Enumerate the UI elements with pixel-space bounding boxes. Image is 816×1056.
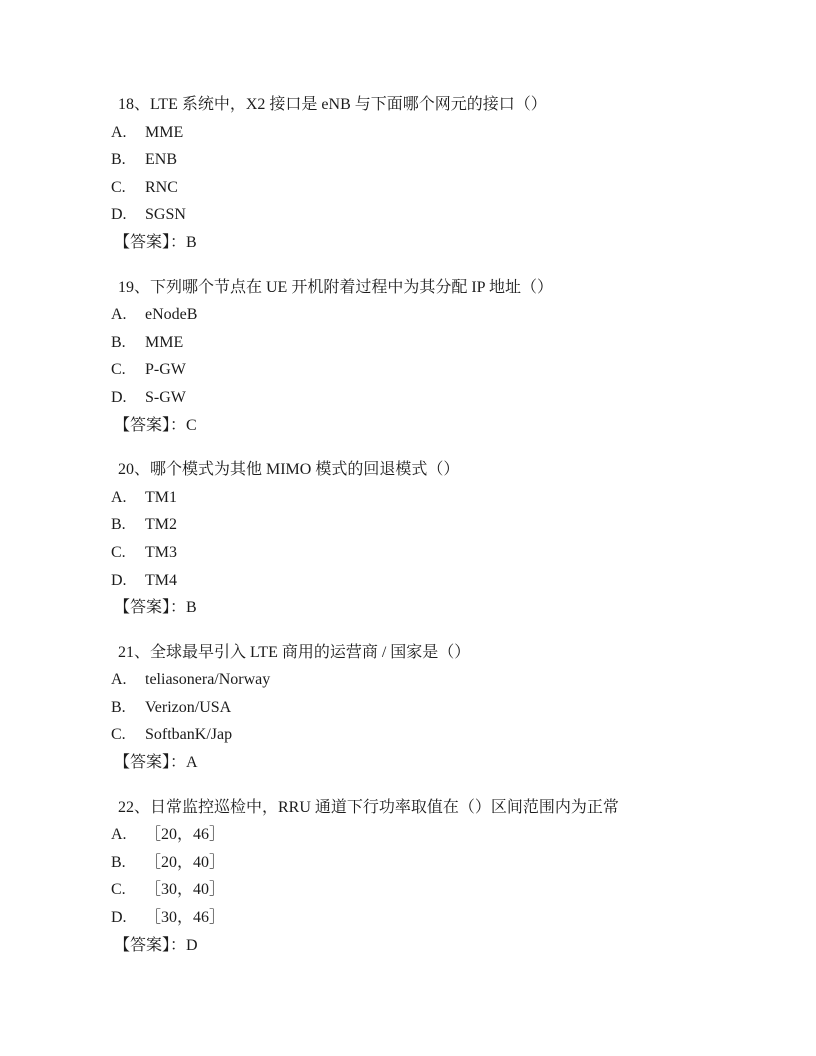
option-row [0,539,746,567]
option-text: teliasonera/Norway [145,671,271,689]
option-label: B. [111,151,126,169]
question-text: 20、哪个模式为其他 MIMO 模式的回退模式（） [118,461,460,479]
option-row [0,201,746,229]
option-row [0,384,746,412]
option-label: C. [111,178,126,196]
option-row [0,301,746,329]
question-block-19 [0,274,746,440]
answer-label: 【答案】： [114,416,187,434]
answer-row [0,229,746,257]
option-label: B. [111,698,126,716]
answer-label: 【答案】： [114,754,187,772]
question-text: 21、全球最早引入 LTE 商用的运营商 / 国家是（） [118,643,471,661]
option-text: SGSN [145,206,186,224]
question-text: 22、日常监控巡检中，RRU 通道下行功率取值在（）区间范围内为正常 [118,798,619,816]
option-label: B. [111,333,126,351]
option-row [0,484,746,512]
option-label: A. [111,306,127,324]
option-label: D. [111,571,127,589]
option-row [0,821,746,849]
option-label: A. [111,671,127,689]
option-text: TM4 [145,571,177,589]
option-row [0,119,746,147]
option-label: D. [111,388,127,406]
question-block-21 [0,639,746,777]
option-text: MME [145,123,184,141]
option-label: B. [111,853,126,871]
option-text: ENB [145,151,177,169]
option-label: C. [111,726,126,744]
answer-row [0,594,746,622]
question-block-18 [0,91,746,257]
question-text: 19、下列哪个节点在 UE 开机附着过程中为其分配 IP 地址（） [118,278,553,296]
answer-value: D [186,936,198,954]
option-row [0,567,746,595]
option-label: A. [111,488,127,506]
answer-value: B [186,599,197,617]
option-text: SoftbanK/Jap [145,726,233,744]
option-row [0,694,746,722]
option-row [0,511,746,539]
option-row [0,356,746,384]
option-row [0,174,746,202]
answer-label: 【答案】： [114,599,187,617]
question-text: 18、LTE 系统中，X2 接口是 eNB 与下面哪个网元的接口（） [118,96,547,113]
option-label: A. [111,123,127,141]
answer-row [0,932,746,960]
option-text: TM3 [145,543,177,561]
answer-value: A [186,754,198,772]
option-label: C. [111,881,126,899]
option-label: D. [111,909,127,927]
option-text: TM1 [145,488,177,506]
option-text: ［30，46］ [145,909,226,927]
question-block-22 [0,794,746,960]
option-label: B. [111,516,126,534]
option-row [0,849,746,877]
question-block-20 [0,456,746,622]
option-text: ［30，40］ [145,881,226,899]
option-label: C. [111,543,126,561]
option-row [0,146,746,174]
answer-value: B [186,233,197,251]
answer-value: C [186,416,197,434]
option-text: S-GW [145,388,186,406]
option-text: MME [145,333,184,351]
answer-row [0,749,746,777]
option-row [0,666,746,694]
option-row [0,329,746,357]
option-text: ［20，46］ [145,826,226,844]
option-label: D. [111,206,127,224]
option-row [0,876,746,904]
option-label: A. [111,826,127,844]
option-row [0,721,746,749]
option-text: eNodeB [145,306,198,324]
option-row [0,904,746,932]
answer-row [0,412,746,440]
option-text: RNC [145,178,178,196]
option-text: TM2 [145,516,177,534]
option-text: Verizon/USA [145,698,232,716]
answer-label: 【答案】： [114,936,187,954]
option-text: ［20，40］ [145,853,226,871]
option-label: C. [111,361,126,379]
answer-label: 【答案】： [114,233,187,251]
option-text: P-GW [145,361,186,379]
